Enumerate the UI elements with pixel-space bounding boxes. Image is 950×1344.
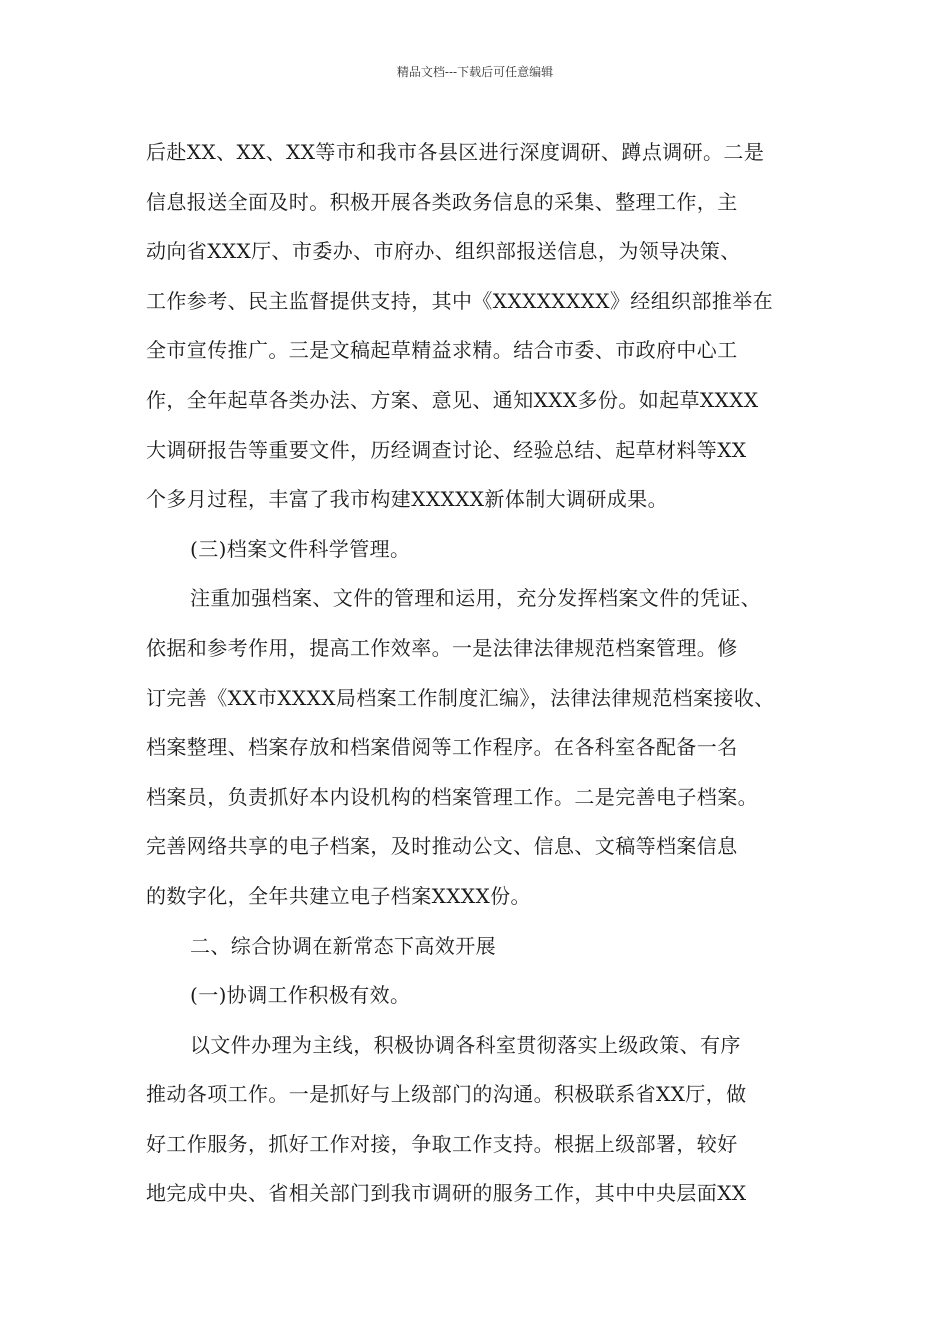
text-line: (一)协调工作积极有效。 [190,983,411,1008]
text-line: 后赴XX、XX、XX等市和我市各县区进行深度调研、蹲点调研。二是 [146,140,765,164]
text-line: 作，全年起草各类办法、方案、意见、通知XXX多份。如起草XXXX [146,387,759,412]
text-line: 好工作服务，抓好工作对接，争取工作支持。根据上级部署，较好 [146,1131,738,1156]
text-line: 个多月过程，丰富了我市构建XXXXX新体制大调研成果。 [146,487,668,512]
text-line: 的数字化，全年共建立电子档案XXXX份。 [146,883,531,908]
text-line: 档案整理、档案存放和档案借阅等工作程序。在各科室各配备一名 [146,735,738,760]
document-body [146,128,812,1219]
text-line: 订完善《XX市XXXX局档案工作制度汇编》，法律法律规范档案接收、 [146,685,775,710]
text-line: 全市宣传推广。三是文稿起草精益求精。结合市委、市政府中心工 [146,338,738,363]
text-line: 推动各项工作。一是抓好与上级部门的沟通。积极联系省XX厅，做 [146,1082,747,1107]
text-line: 工作参考、民主监督提供支持，其中《XXXXXXXX》经组织部推举在 [146,288,774,313]
text-line: 动向省XXX厅、市委办、市府办、组织部报送信息，为领导决策、 [146,239,741,264]
text-line: 大调研报告等重要文件，历经调查讨论、经验总结、起草材料等XX [146,437,747,462]
text-line: 注重加强档案、文件的管理和运用，充分发挥档案文件的凭证、 [190,586,762,611]
text-line: 二、综合协调在新常态下高效开展 [190,933,496,958]
text-line: 地完成中央、省相关部门到我市调研的服务工作，其中中央层面XX [146,1181,747,1206]
text-line: 以文件办理为主线，积极协调各科室贯彻落实上级政策、有序 [190,1032,741,1057]
text-line: (三)档案文件科学管理。 [190,536,411,561]
text-line: 依据和参考作用，提高工作效率。一是法律法律规范档案管理。修 [146,635,738,660]
page-header: 精品文档---下载后可任意编辑 [396,65,554,79]
text-line: 档案员，负责抓好本内设机构的档案管理工作。二是完善电子档案。 [146,784,758,809]
text-line: 信息报送全面及时。积极开展各类政务信息的采集、整理工作，主 [146,189,738,214]
text-line: 完善网络共享的电子档案，及时推动公文、信息、文稿等档案信息 [146,834,738,859]
